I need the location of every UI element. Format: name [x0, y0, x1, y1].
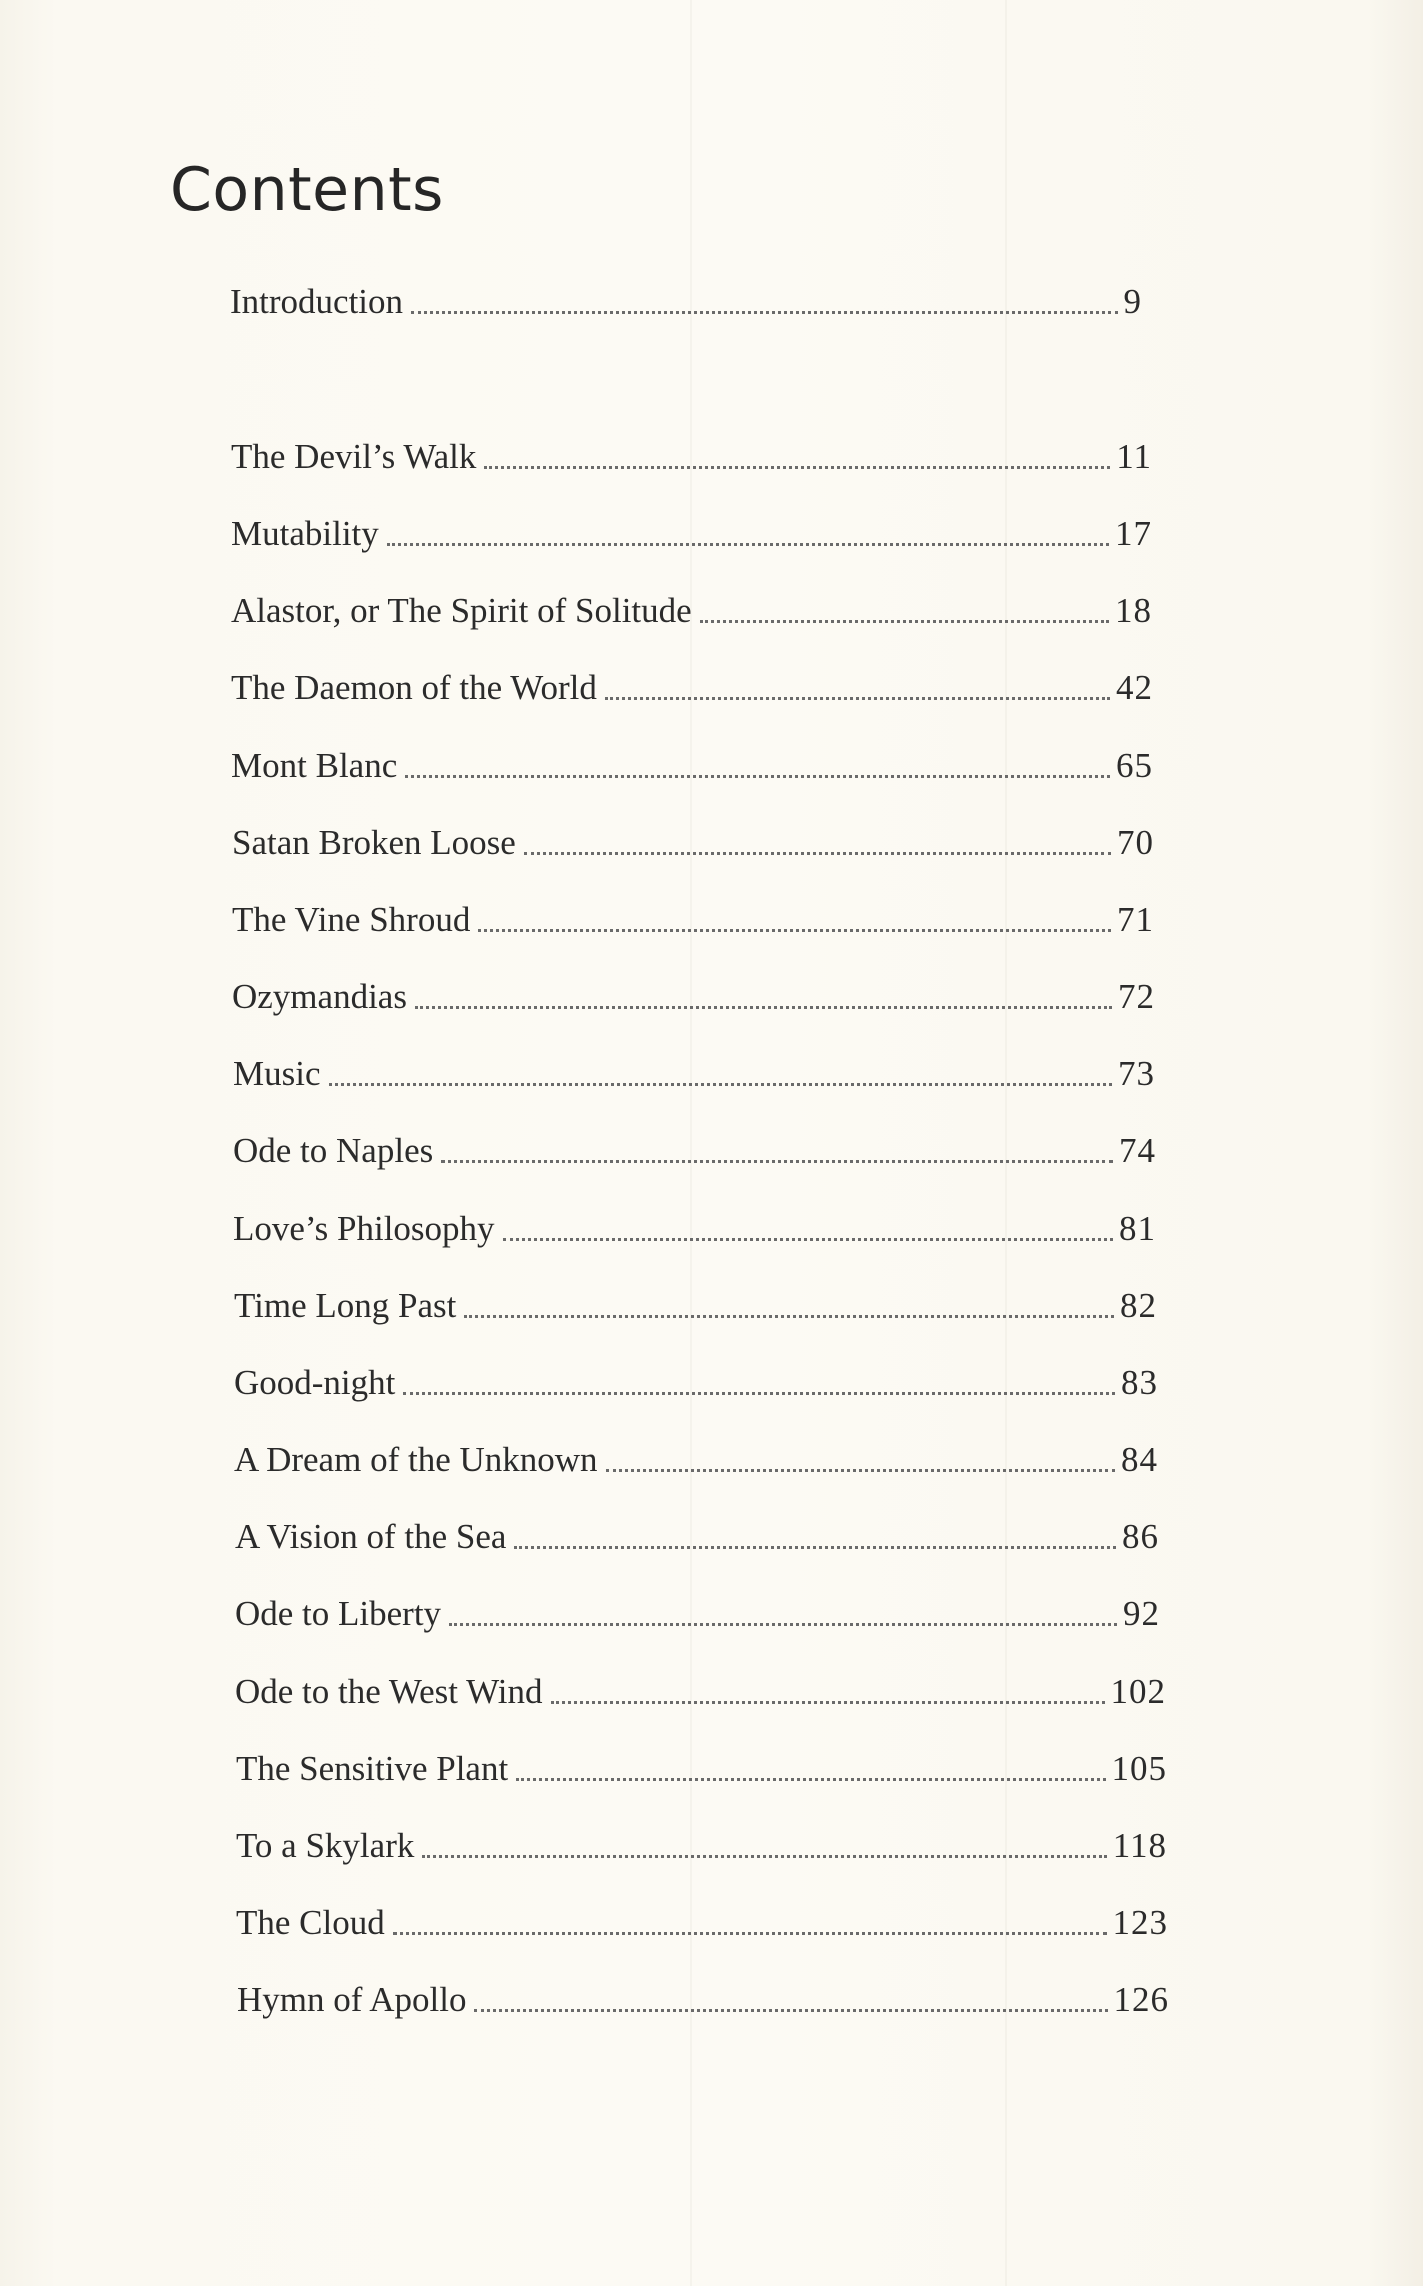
toc-entry-title: Time Long Past [234, 1286, 457, 1325]
toc-entry [231, 509, 1152, 559]
dot-leader [422, 1821, 1106, 1871]
toc-entry [233, 1204, 1156, 1254]
toc-entry-page-number: 81 [1119, 1209, 1156, 1248]
dot-leader [415, 972, 1112, 1022]
dot-leader [606, 1435, 1115, 1485]
toc-entry [231, 663, 1153, 713]
dot-leader [411, 277, 1117, 327]
toc-entry-page-number: 11 [1116, 437, 1152, 476]
dot-leader [551, 1667, 1105, 1717]
toc-entry-title: Good-night [234, 1363, 396, 1402]
toc-entry [232, 818, 1154, 868]
toc-entry [236, 1821, 1167, 1871]
toc-entry-page-number: 72 [1118, 977, 1155, 1016]
toc-entry-page-number: 74 [1119, 1131, 1156, 1170]
toc-entry-page-number: 71 [1117, 900, 1154, 939]
toc-entry-title: To a Skylark [236, 1826, 415, 1865]
dot-leader [329, 1049, 1113, 1099]
toc-entry [235, 1667, 1166, 1717]
toc-entry-page-number: 84 [1121, 1440, 1158, 1479]
toc-entry-page-number: 86 [1122, 1517, 1159, 1556]
toc-entry-page-number: 9 [1123, 282, 1142, 321]
toc-entry [231, 741, 1153, 791]
toc-entry-title: Ode to Naples [233, 1131, 434, 1170]
dot-leader [503, 1204, 1113, 1254]
contents-heading: Contents [170, 155, 444, 225]
dot-leader [700, 586, 1109, 636]
toc-entry-page-number: 118 [1112, 1826, 1167, 1865]
toc-entry-page-number: 18 [1115, 591, 1152, 630]
toc-entry-title: The Cloud [236, 1903, 385, 1942]
toc-entry [231, 586, 1152, 636]
dot-leader [484, 432, 1110, 482]
dot-leader [449, 1589, 1117, 1639]
dot-leader [524, 818, 1111, 868]
toc-entry [235, 1589, 1160, 1639]
toc-entry-title: Ode to Liberty [235, 1594, 442, 1633]
toc-entry-page-number: 105 [1111, 1749, 1167, 1788]
dot-leader [441, 1126, 1113, 1176]
toc-entry-title: A Dream of the Unknown [234, 1440, 598, 1479]
toc-entry [236, 1898, 1168, 1948]
toc-entry [232, 972, 1155, 1022]
dot-leader [478, 895, 1111, 945]
toc-entry-title: Love’s Philosophy [233, 1209, 495, 1248]
toc-entry [236, 1744, 1167, 1794]
toc-entry-title: Ode to the West Wind [235, 1672, 543, 1711]
dot-leader [514, 1512, 1116, 1562]
toc-entry [235, 1512, 1159, 1562]
toc-entry-page-number: 73 [1118, 1054, 1155, 1093]
toc-entry [233, 1049, 1155, 1099]
dot-leader [393, 1898, 1107, 1948]
toc-entry [233, 1126, 1156, 1176]
dot-leader [405, 741, 1110, 791]
toc-entry-title: Hymn of Apollo [237, 1980, 467, 2019]
toc-entry-page-number: 65 [1116, 746, 1153, 785]
toc-entry-title: Mutability [231, 514, 379, 553]
dot-leader [387, 509, 1109, 559]
toc-entry-title: The Sensitive Plant [236, 1749, 509, 1788]
toc-entry [234, 1358, 1158, 1408]
toc-entry-page-number: 17 [1115, 514, 1152, 553]
dot-leader [516, 1744, 1105, 1794]
toc-entry-title: Mont Blanc [231, 746, 398, 785]
dot-leader [474, 1975, 1107, 2025]
toc-entry [234, 1435, 1158, 1485]
toc-entry [230, 277, 1142, 327]
toc-entry-page-number: 92 [1123, 1594, 1160, 1633]
toc-entry-title: Ozymandias [232, 977, 407, 1016]
toc-entry-page-number: 126 [1113, 1980, 1169, 2019]
toc-entry-title: Satan Broken Loose [232, 823, 516, 862]
toc-entry-page-number: 102 [1110, 1672, 1166, 1711]
toc-entry-page-number: 70 [1117, 823, 1154, 862]
toc-entry-title: The Vine Shroud [232, 900, 471, 939]
toc-entry-page-number: 83 [1121, 1363, 1158, 1402]
toc-entry-page-number: 42 [1116, 668, 1153, 707]
toc-entry-page-number: 123 [1112, 1903, 1168, 1942]
toc-entry [234, 1281, 1157, 1331]
toc-entry-title: The Daemon of the World [231, 668, 597, 707]
dot-leader [464, 1281, 1114, 1331]
toc-entry-title: A Vision of the Sea [235, 1517, 507, 1556]
toc-entry [231, 432, 1152, 482]
toc-entry-title: Music [233, 1054, 321, 1093]
dot-leader [605, 663, 1110, 713]
toc-entry-page-number: 82 [1120, 1286, 1157, 1325]
toc-entry [237, 1975, 1169, 2025]
toc-entry-title: Introduction [230, 282, 404, 321]
toc-entry-title: The Devil’s Walk [231, 437, 477, 476]
toc-entry-title: Alastor, or The Spirit of Solitude [231, 591, 692, 630]
toc-entry [232, 895, 1154, 945]
dot-leader [403, 1358, 1115, 1408]
